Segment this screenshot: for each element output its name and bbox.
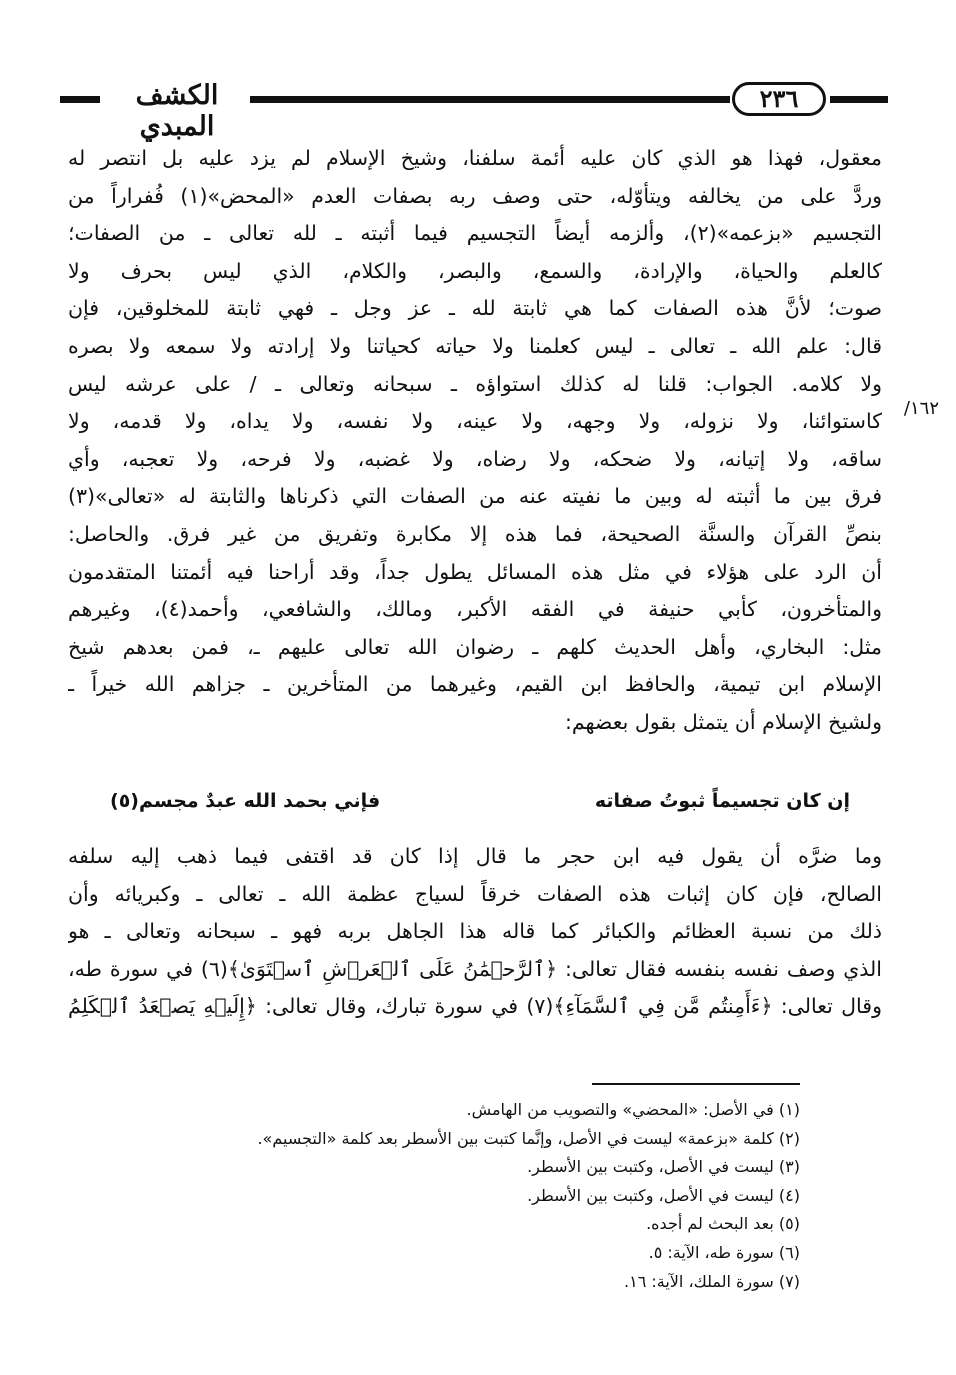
- running-title: الكشف المبدي: [135, 80, 219, 142]
- footnote: (٧) سورة الملك، الآية: ١٦.: [624, 1271, 800, 1291]
- text-line: ذلك من نسبة العظائم والكبائر كما قاله هذا الجاهل بربه فهو ـ سبحانه وتعالى ـ هو: [68, 919, 882, 944]
- header-rule-middle: [250, 96, 730, 103]
- footnote-separator: [592, 1083, 800, 1085]
- page-number: ٢٣٦: [732, 82, 826, 116]
- text-line: وردَّ على من يخالفه ويتأوّله، حتى وصف ربه بصفات العدم «المحض»(١) فُفراراً من: [68, 183, 882, 208]
- footnote: (٣) ليست في الأصل، وكتبت بين الأسطر.: [527, 1157, 800, 1177]
- main-text-block-continued: [68, 838, 882, 1026]
- text-line: ساقه، ولا إتيانه، ولا ضحكه، ولا رضاه، ولا غضبه، ولا فرحه، ولا تعجبه، وأي: [68, 446, 882, 471]
- text-line: كاستوائنا، ولا نزوله، ولا وجهه، ولا عينه، ولا نفسه، ولا يداه، ولا قدمه، ولا: [68, 409, 882, 434]
- text-line: والمتأخرون، كأبي حنيفة في الفقه الأكبر، ومالك، والشافعي، وأحمد(٤)، وغيرهم: [68, 597, 882, 622]
- text-line: وما ضرَّه أن يقول فيه ابن حجر ما قال إذا كان قد اقتفى فيما ذهب إليه سلفه: [68, 844, 882, 868]
- text-line: التجسيم «بزعمه»(٢)، وألزمه أيضاً التجسيم فيما أثبته ـ لله تعالى ـ من الصفات؛: [68, 221, 882, 246]
- text-line: أن الرد على هؤلاء في مثل هذه المسائل يطول جداً، وقد أراحنا فيه أئمتنا المتقدمون: [68, 559, 882, 584]
- text-line: ولشيخ الإسلام أن يتمثل بقول بعضهم:: [564, 709, 882, 734]
- footnote: (٢) كلمة «بزعمة» ليست في الأصل، وإنَّما كتبت بين الأسطر بعد كلمة «التجسيم».: [257, 1128, 800, 1148]
- footnotes: [200, 1096, 800, 1296]
- text-line: قال: علم الله ـ تعالى ـ ليس كعلمنا ولا حياته كحياتنا ولا إرادته ولا سمعه ولا بصره: [68, 333, 882, 358]
- main-text-block: [68, 140, 882, 742]
- footnote: (٦) سورة طه، الآية: ٥.: [648, 1242, 800, 1262]
- text-line: ولا كلامه. الجواب: قلنا له كذلك استواؤه ـ سبحانه وتعالى ـ / على عرشه ليس: [68, 371, 882, 396]
- text-line: الإسلام ابن تيمية، والحافظ ابن القيم، وغيرهما من المتأخرين ـ جزاهم الله خيراً ـ: [68, 672, 882, 697]
- text-line: مثل: البخاري، وأهل الحديث كلهم ـ رضوان الله تعالى عليهم ـ، فمن بعدهم شيخ: [68, 634, 882, 659]
- text-line: كالعلم والحياة، والإرادة، والسمع، والبصر، والكلام، الذي ليس بحرف ولا: [68, 258, 882, 283]
- text-line: فرق بين ما أثبته له وبين ما نفيته عنه من الصفات التي ذكرناها والثابتة له «تعالى»(٣): [68, 484, 882, 509]
- page-header: [60, 78, 900, 142]
- text-line: معقول، فهذا هو الذي كان عليه أئمة سلفنا، وشيخ الإسلام لم يزد عليه بل انتصر له: [68, 146, 882, 170]
- footnote: (٥) بعد البحث لم أجده.: [646, 1214, 800, 1234]
- text-line: الذي وصف نفسه بنفسه فقال تعالى: ﴿ٱلرَّحۡمَٰنُ عَلَى ٱلۡعَرۡشِ ٱسۡتَوَىٰ﴾(٦) في سورة طه،: [68, 956, 882, 981]
- poem-second-hemistich: فإني بحمد الله عبدٌ مجسم(٥): [110, 790, 381, 812]
- text-line: وقال تعالى: ﴿ءَأَمِنتُم مَّن فِي ٱلسَّمَآءِ﴾(٧) في سورة تبارك، وقال تعالى: ﴿إِلَيۡهِ يَصۡعَدُ ٱلۡكَلِمُ: [68, 994, 882, 1019]
- header-rule-left: [60, 96, 100, 103]
- text-line: الصالح، فإن كان إثبات هذه الصفات خرقاً لسياج عظمة الله ـ تعالى ـ وكبريائه وأن: [68, 881, 882, 906]
- footnote: (٤) ليست في الأصل، وكتبت بين الأسطر.: [527, 1185, 800, 1205]
- poem-verse: [110, 790, 850, 826]
- header-rule-right: [830, 96, 888, 103]
- text-line: صوت؛ لأنَّ هذه الصفات كما هي ثابتة لله ـ عز وجل ـ فهي ثابتة للمخلوقين، فإن: [68, 296, 882, 321]
- manuscript-folio-marker: ١٦٢/: [903, 398, 939, 419]
- footnote: (١) في الأصل: «المحضي» والتصويب من الهامش.: [466, 1100, 800, 1119]
- text-line: بنصِّ القرآن والسنَّة الصحيحة، فما هذه إلا مكابرة وتفريق من غير فرق. والحاصل:: [68, 521, 882, 546]
- poem-first-hemistich: إن كان تجسيماً ثبوتُ صفاته: [594, 790, 850, 812]
